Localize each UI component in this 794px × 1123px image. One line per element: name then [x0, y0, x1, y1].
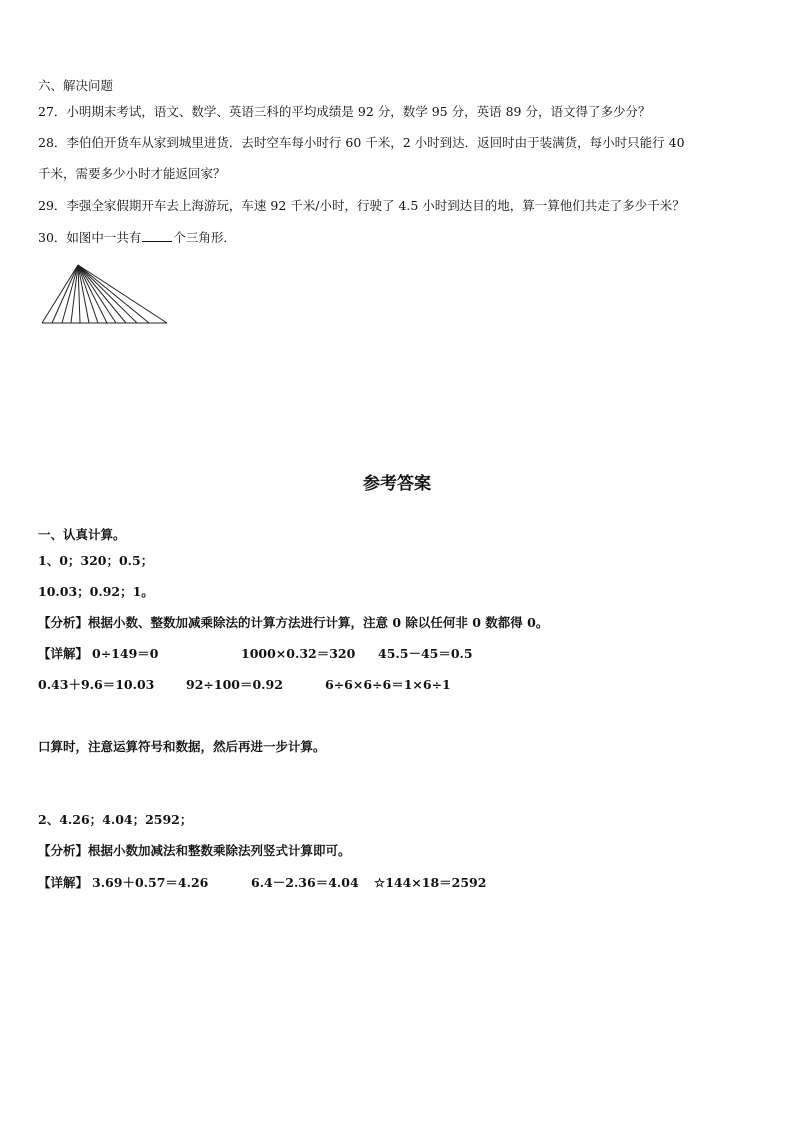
question-30-prefix: 30．如图中一共有	[38, 230, 142, 245]
calc-item: 6.4－2.36＝4.04	[251, 875, 359, 890]
calc-item: 3.69＋0.57＝4.26	[92, 875, 209, 890]
calc-item: ☆144×18＝2592	[374, 875, 487, 890]
answer-blank[interactable]	[142, 229, 172, 242]
answer-1-analysis: 【分析】根据小数、整数加减乘除法的计算方法进行计算，注意 0 除以任何非 0 数都得 0。	[38, 615, 549, 630]
question-30-suffix: 个三角形．	[173, 230, 236, 245]
calc-item: 6÷6×6÷6＝1×6÷1	[325, 677, 451, 692]
calc-item: 1000×0.32＝320	[241, 646, 356, 661]
question-28-line2: 千米，需要多少小时才能返回家？	[38, 166, 226, 181]
answer-2-analysis: 【分析】根据小数加减法和整数乘除法列竖式计算即可。	[38, 843, 351, 858]
calc-item: 0÷149＝0	[92, 646, 159, 661]
answers-title: 参考答案	[363, 474, 431, 494]
triangle-fan-figure	[36, 260, 176, 330]
question-28-line1: 28．李伯伯开货车从家到城里进货．去时空车每小时行 60 千米，2 小时到达．返回时由于装满货，每小时只能行 40	[38, 135, 685, 150]
calc-item: 92÷100＝0.92	[186, 677, 283, 692]
section-heading: 六、解决问题	[38, 78, 114, 93]
answer-2-detail-label: 【详解】	[38, 875, 89, 890]
question-27: 27．小明期末考试，语文、数学、英语三科的平均成绩是 92 分，数学 95 分，英语 89 分，语文得了多少分？	[38, 104, 651, 119]
part1-heading: 一、认真计算。	[38, 527, 126, 542]
figure-ray	[78, 265, 149, 323]
figure-ray	[62, 265, 78, 323]
calc-item: 45.5－45＝0.5	[378, 646, 473, 661]
answer-1-line2: 10.03；0.92；1。	[38, 584, 154, 599]
question-29: 29．李强全家假期开车去上海游玩，车速 92 千米/小时，行驶了 4.5 小时到达目的地，算一算他们共走了多少千米？	[38, 198, 685, 213]
question-30	[38, 229, 236, 246]
answer-2-line1: 2、4.26；4.04；2592；	[38, 812, 193, 827]
figure-ray	[78, 265, 126, 323]
calc-item: 0.43＋9.6＝10.03	[38, 677, 155, 692]
figure-left-side	[42, 265, 78, 323]
answer-1-note: 口算时，注意运算符号和数据，然后再进一步计算。	[38, 739, 326, 754]
figure-ray	[78, 265, 107, 323]
figure-right-side	[78, 265, 167, 323]
answer-1-detail-label: 【详解】	[38, 646, 89, 661]
answer-1-line1: 1、0；320；0.5；	[38, 553, 154, 568]
